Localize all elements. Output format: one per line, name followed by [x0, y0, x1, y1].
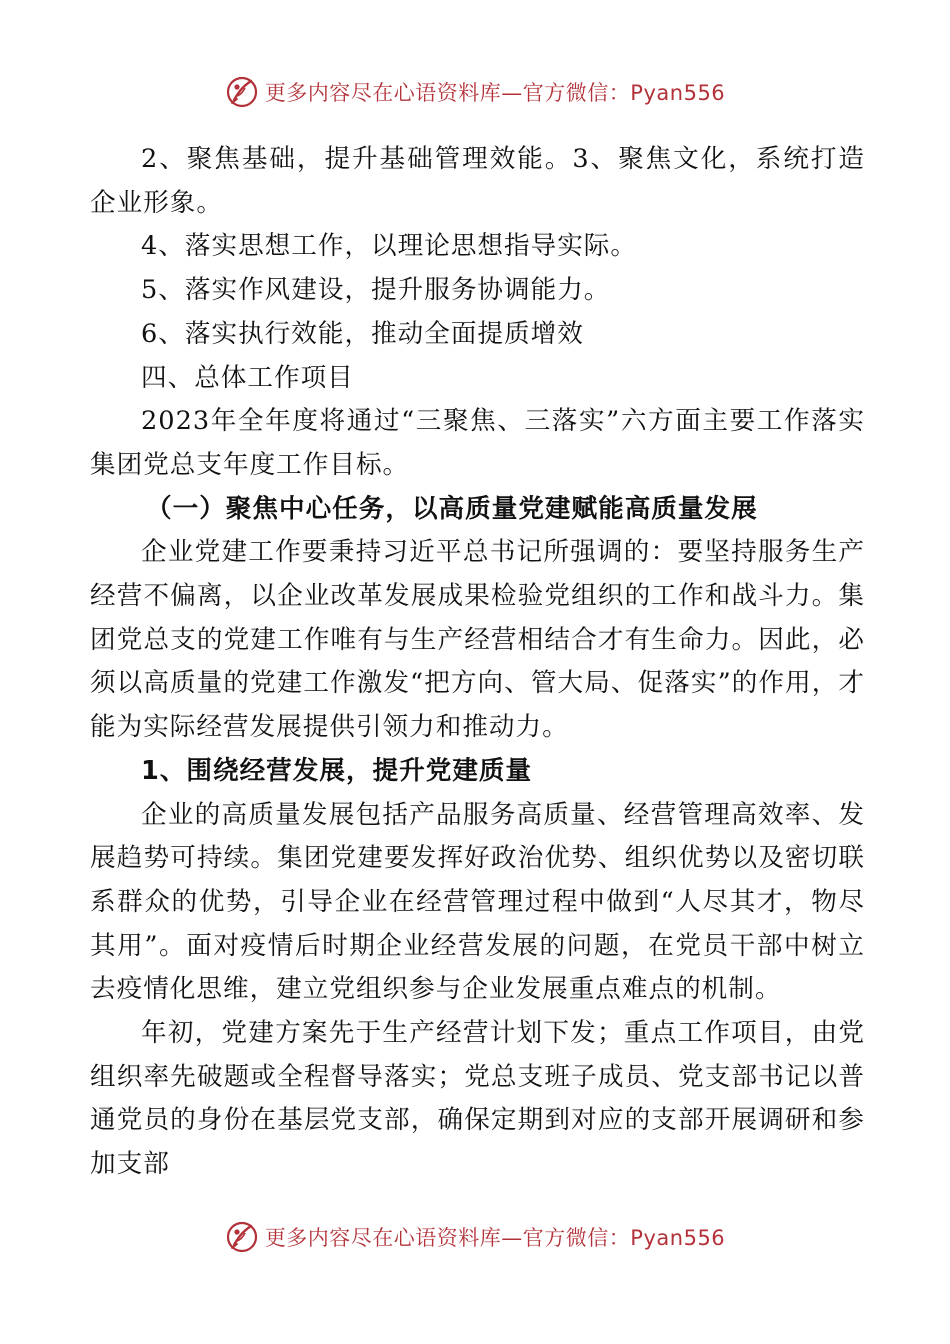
paragraph-high-quality: 企业的高质量发展包括产品服务高质量、经营管理高效率、发展趋势可持续。集团党建要发挥好政治优势、组织优势以及密切联系群众的优势，引导企业在经营管理过程中做到“人尽其才，物尽其用”。面对疫情后时期企业经营发展的问题，在党员干部中树立去疫情化思维，建立党组织参与企业发展重点难点的机制。: [90, 799, 865, 1005]
paragraph-focus-items: 2、聚焦基础，提升基础管理效能。3、聚焦文化，系统打造企业形象。: [90, 144, 865, 218]
paragraph-party-building: 企业党建工作要秉持习近平总书记所强调的：要坚持服务生产经营不偏离，以企业改革发展成果检验党组织的工作和战斗力。集团党总支的党建工作唯有与生产经营相结合才有生命力。因此，必须以高质量的党建工作激发“把方向、管大局、促落实”的作用，才能为实际经营发展提供引领力和推动力。: [90, 537, 865, 743]
point-heading-1: 1、围绕经营发展，提升党建质量: [141, 755, 533, 786]
paragraph-year-start: 年初，党建方案先于生产经营计划下发；重点工作项目，由党组织率先破题或全程督导落实；党总支班子成员、党支部书记以普通党员的身份在基层党支部，确保定期到对应的支部开展调研和参加支部: [90, 1018, 865, 1180]
paragraph-item-5: 5、落实作风建设，提升服务协调能力。: [141, 275, 611, 306]
header-banner: [0, 72, 950, 112]
paragraph-annual-goal: 2023年全年度将通过“三聚焦、三落实”六方面主要工作落实集团党总支年度工作目标。: [90, 406, 865, 480]
document-body: [90, 138, 865, 1187]
section-title-4: 四、总体工作项目: [141, 362, 354, 393]
pen-logo-icon: [225, 1220, 259, 1254]
banner-text: 更多内容尽在心语资料库—官方微信：Pyan556: [264, 81, 726, 105]
pen-logo-icon: [225, 75, 259, 109]
banner-text: 更多内容尽在心语资料库—官方微信：Pyan556: [264, 1226, 726, 1250]
subsection-heading-1: （一）聚焦中心任务，以高质量党建赋能高质量发展: [146, 493, 758, 524]
paragraph-item-4: 4、落实思想工作，以理论思想指导实际。: [141, 231, 637, 262]
paragraph-item-6: 6、落实执行效能，推动全面提质增效: [141, 318, 584, 349]
footer-banner: [0, 1217, 950, 1257]
